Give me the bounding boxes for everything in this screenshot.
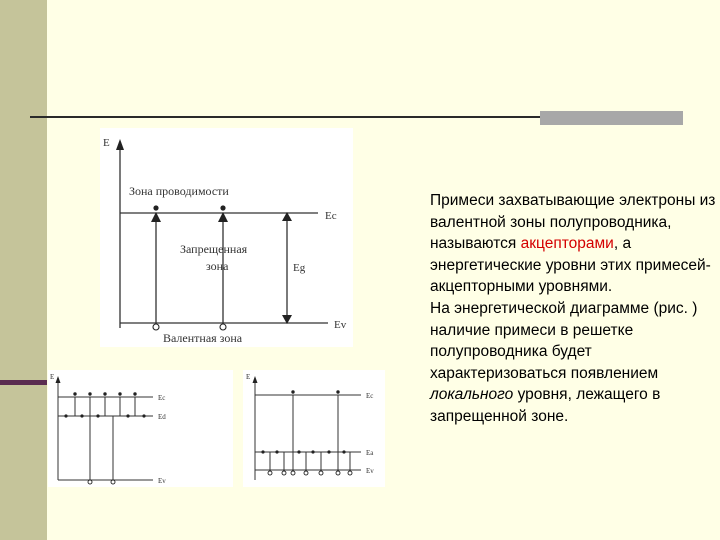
ec-label: Ec xyxy=(366,392,374,400)
forbidden-zone-label-line1: Запрещенная xyxy=(180,242,248,256)
conduction-band-label: Зона проводимости xyxy=(129,184,229,198)
text-part-1: Примеси захватывающие электроны из валентной зоны полупроводника, называются xyxy=(430,192,716,253)
ec-label: Ec xyxy=(158,394,166,402)
ev-label: Ev xyxy=(158,477,166,485)
text-part-3: На энергетической диаграмме (рис. ) наличие примеси в решетке полупроводника будет характеризоваться появлением xyxy=(430,299,698,382)
energy-axis-label: E xyxy=(246,373,251,381)
title-divider-line xyxy=(30,116,540,118)
ev-label: Ev xyxy=(334,319,347,331)
ec-label: Ec xyxy=(325,210,337,222)
hole-circle xyxy=(153,324,159,330)
side-decor-accent xyxy=(0,380,47,385)
acceptor-definition-paragraph xyxy=(430,190,716,298)
hole-circle xyxy=(220,324,226,330)
ev-label: Ev xyxy=(366,467,374,475)
text-part-2: , а энергетические уровни этих примесей-акцепторными уровнями. xyxy=(430,235,711,296)
diagram-description-paragraph xyxy=(430,298,716,428)
explanation-text xyxy=(430,190,716,428)
forbidden-zone-label-line2: зона xyxy=(206,259,229,273)
main-band-diagram xyxy=(100,128,353,347)
local-term: локального xyxy=(430,386,514,404)
energy-axis-arrowhead xyxy=(116,139,124,150)
side-decor-strip xyxy=(0,0,47,540)
acceptor-term: акцепторами xyxy=(520,235,614,253)
energy-axis-label: E xyxy=(103,137,110,149)
energy-axis-label: E xyxy=(50,373,55,381)
eg-label: Eg xyxy=(293,262,306,274)
electron-dot xyxy=(220,205,225,210)
text-part-4: уровня, лежащего в запрещенной зоне. xyxy=(430,386,661,425)
valence-band-label: Валентная зона xyxy=(163,331,243,345)
ed-label: Ed xyxy=(158,413,166,421)
acceptor-level-diagram xyxy=(243,370,385,487)
ea-label: Ea xyxy=(366,449,374,457)
electron-dot xyxy=(153,205,158,210)
title-divider-block xyxy=(540,111,683,125)
donor-level-diagram xyxy=(48,370,233,487)
